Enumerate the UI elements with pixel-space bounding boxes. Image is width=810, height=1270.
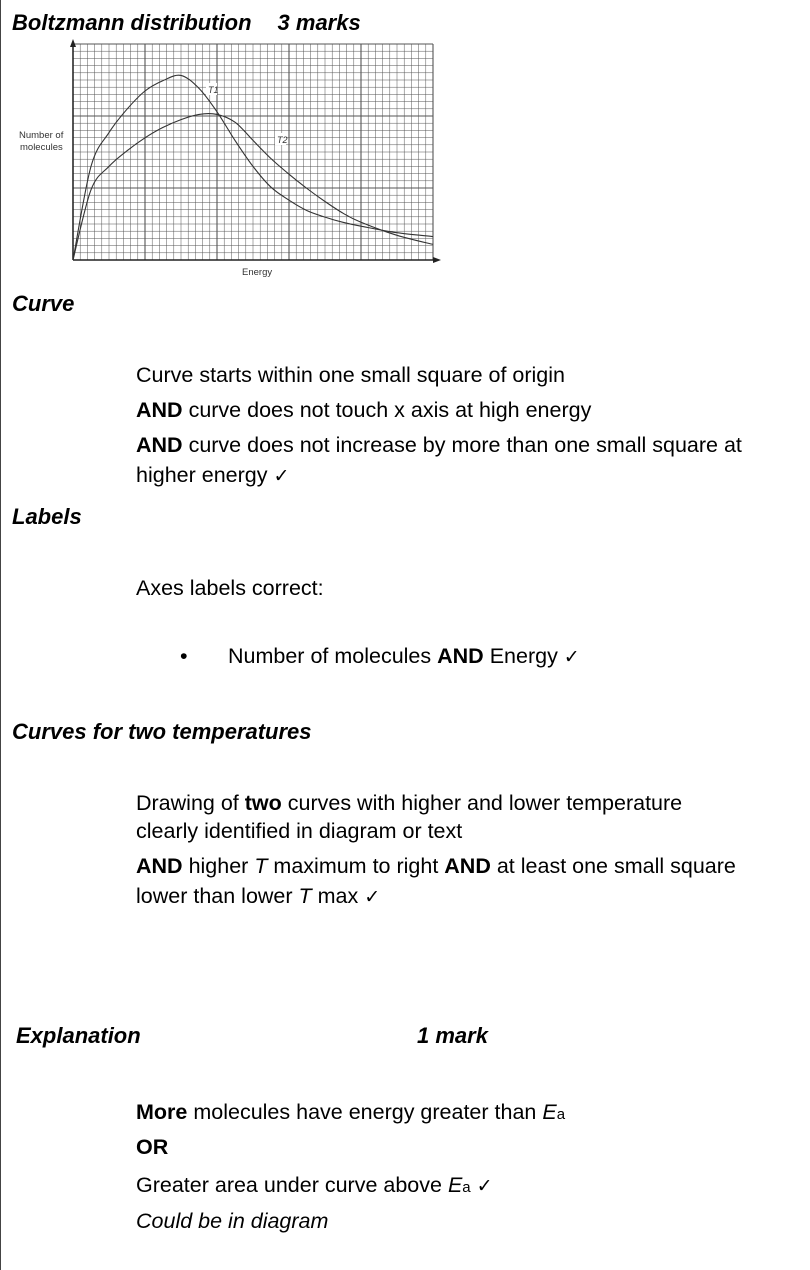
marks-label: 3 marks: [277, 10, 361, 35]
explanation-line-4: Could be in diagram: [136, 1209, 329, 1233]
labels-line-1: Axes labels correct:: [136, 576, 324, 600]
y-label-line2: molecules: [20, 142, 63, 153]
section-title: [12, 10, 361, 36]
check-mark-icon: ✓: [476, 1176, 493, 1197]
y-axis-arrow: [70, 39, 76, 47]
labels-bullet-text: Number of molecules AND Energy ✓: [228, 644, 580, 668]
labels-bullet: •: [180, 644, 188, 668]
curve-heading: Curve: [12, 291, 75, 316]
x-axis-arrow: [433, 257, 441, 263]
left-border: [0, 0, 1, 1270]
explanation-heading: Explanation: [16, 1023, 141, 1048]
explanation-marks: 1 mark: [417, 1023, 488, 1048]
title-text: Boltzmann distribution: [12, 10, 252, 35]
t1-label: T1: [208, 85, 219, 95]
check-mark-icon: ✓: [273, 466, 290, 487]
labels-heading: Labels: [12, 504, 82, 529]
curve-line-3: AND curve does not increase by more than one small square at: [136, 433, 742, 457]
two-temps-heading: Curves for two temperatures: [12, 719, 312, 744]
curve-line-1: Curve starts within one small square of origin: [136, 363, 565, 387]
check-mark-icon: ✓: [364, 887, 381, 908]
two-temps-line-2: clearly identified in diagram or text: [136, 819, 463, 843]
two-temps-line-4: lower than lower T max ✓: [136, 884, 381, 908]
graph-grid: [73, 44, 433, 260]
curve-line-2: AND curve does not touch x axis at high energy: [136, 398, 592, 422]
check-mark-icon: ✓: [563, 647, 580, 668]
explanation-line-1: More molecules have energy greater than Ea: [136, 1100, 566, 1124]
curve-line-4: higher energy ✓: [136, 463, 290, 487]
x-label: Energy: [242, 267, 273, 278]
explanation-or: OR: [136, 1135, 169, 1159]
two-temps-line-3: AND higher T maximum to right AND at least one small square: [136, 854, 736, 878]
two-temps-line-1: Drawing of two curves with higher and lower temperature: [136, 791, 683, 815]
explanation-line-3: Greater area under curve above Ea ✓: [136, 1173, 493, 1197]
t2-label: T2: [277, 135, 288, 145]
y-label-line1: Number of: [19, 130, 64, 141]
boltzmann-graph: [14, 36, 444, 286]
